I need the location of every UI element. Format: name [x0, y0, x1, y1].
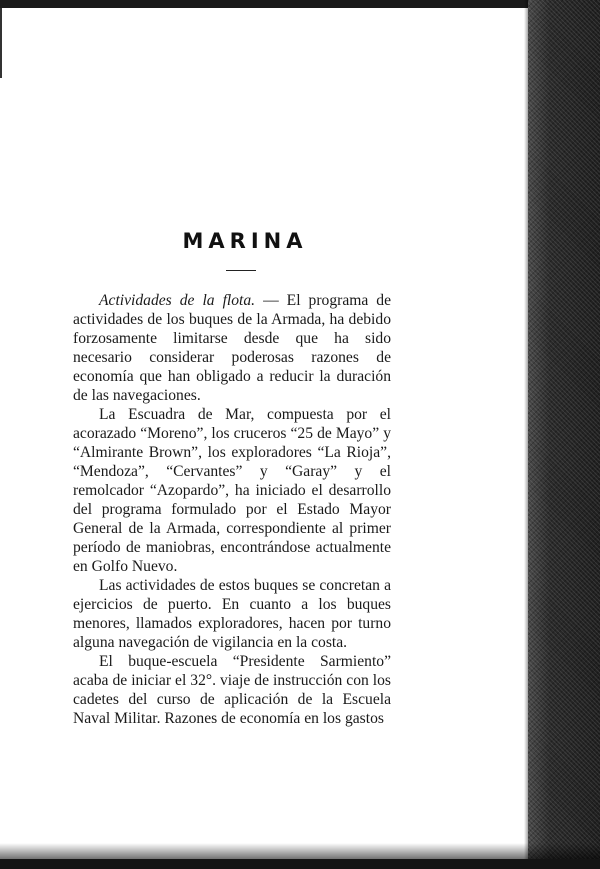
scan-border-right [528, 0, 600, 869]
scan-border-bottom [0, 859, 600, 869]
paragraph-text: — El programa de actividades de los buques de la Armada, ha debido forzosamente limitarse desde que ha sido necesario considerar poderosas razones de economía que han obligado a reducir la duración de las navegaciones. [73, 292, 392, 404]
paragraph: El buque-escuela “Presidente Sarmiento” acaba de iniciar el 32°. viaje de instrucción con los cadetes del curso de aplicación de la Escuela Naval Militar. Razones de economía en los gastos [73, 653, 391, 727]
page-bottom-shadow [0, 843, 600, 859]
scan-border-top [0, 0, 600, 8]
body-text [73, 291, 391, 728]
paragraph: Las actividades de estos buques se concretan a ejercicios de puerto. En cuanto a los buques menores, llamados exploradores, hacen por turno alguna navegación de vigilancia en la costa. [73, 577, 391, 651]
scan-border-left [0, 8, 2, 78]
title-rule [226, 270, 256, 271]
paragraph-lead: Actividades de la flota. [99, 292, 256, 309]
paragraph [73, 291, 391, 405]
paragraph: La Escuadra de Mar, compuesta por el acorazado “Moreno”, los cruceros “25 de Mayo” y “Almirante Brown”, los exploradores “La Rioja”, “Mendoza”, “Cervantes” y “Garay” y el remolcador “Azopardo”, ha iniciado el desarrollo del programa formulado por el Estado Mayor General de la Armada, correspondiente al primer período de maniobras, encontrándose actualmente en Golfo Nuevo. [73, 406, 391, 575]
section-title: MARINA [182, 229, 308, 253]
